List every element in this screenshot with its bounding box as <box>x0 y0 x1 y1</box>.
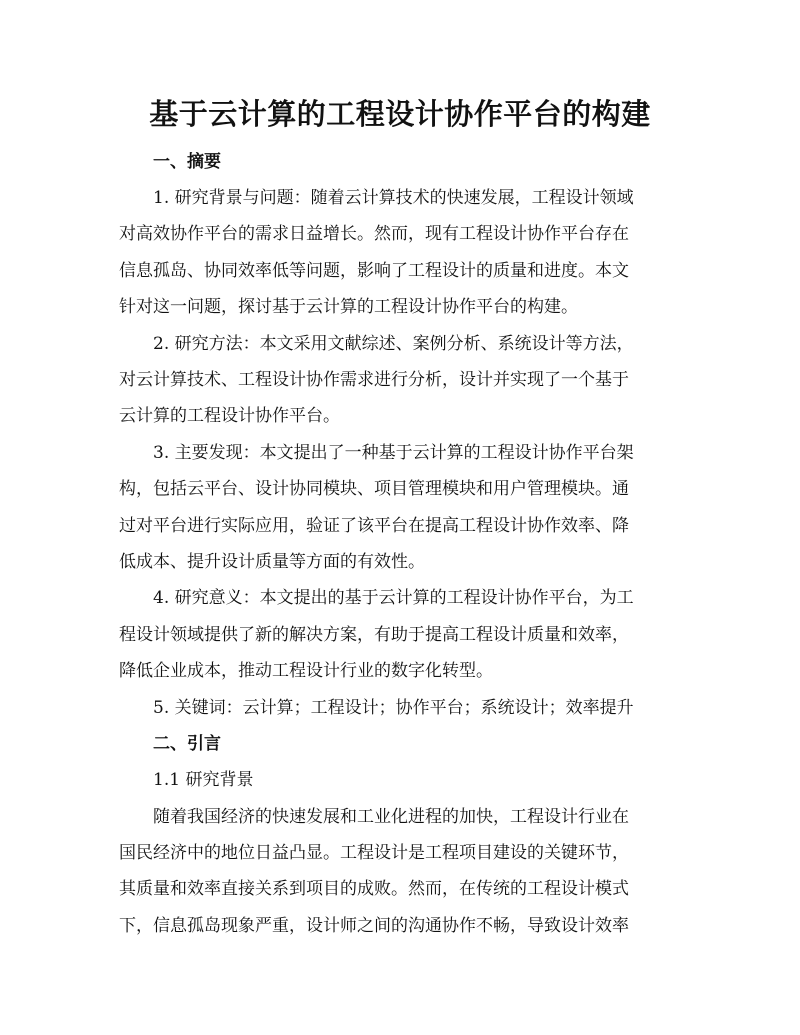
text-line: 低成本、提升设计质量等方面的有效性。 <box>119 552 425 573</box>
text-line: 其质量和效率直接关系到项目的成败。然而，在传统的工程设计模式 <box>119 879 629 900</box>
abstract-paragraph-4 <box>119 580 681 689</box>
section-heading-abstract: 一、摘要 <box>153 152 221 172</box>
section-heading-introduction: 二、引言 <box>153 734 221 755</box>
abstract-paragraph-1 <box>119 180 681 326</box>
text-line: 1. 研究背景与问题：随着云计算技术的快速发展，工程设计领域 <box>153 188 634 208</box>
text-line: 5. 关键词：云计算；工程设计；协作平台；系统设计；效率提升 <box>153 697 634 718</box>
text-line: 过对平台进行实际应用，验证了该平台在提高工程设计协作效率、降 <box>119 515 629 536</box>
text-line: 4. 研究意义：本文提出的基于云计算的工程设计协作平台，为工 <box>153 588 634 609</box>
text-line: 下，信息孤岛现象严重，设计师之间的沟通协作不畅，导致设计效率 <box>119 915 629 936</box>
text-line: 国民经济中的地位日益凸显。工程设计是工程项目建设的关键环节， <box>119 842 629 863</box>
text-line: 对高效协作平台的需求日益增长。然而，现有工程设计协作平台存在 <box>119 224 629 245</box>
text-line: 程设计领域提供了新的解决方案，有助于提高工程设计质量和效率， <box>119 624 629 645</box>
text-line: 降低企业成本，推动工程设计行业的数字化转型。 <box>119 661 493 682</box>
abstract-paragraph-2 <box>119 326 681 435</box>
text-line: 2. 研究方法：本文采用文献综述、案例分析、系统设计等方法， <box>153 333 634 354</box>
document-title: 基于云计算的工程设计协作平台的构建 <box>149 97 651 131</box>
text-line: 针对这一问题，探讨基于云计算的工程设计协作平台的构建。 <box>119 297 578 318</box>
abstract-paragraph-5 <box>119 690 681 726</box>
text-line: 构，包括云平台、设计协同模块、项目管理模块和用户管理模块。通 <box>119 479 629 500</box>
text-line: 随着我国经济的快速发展和工业化进程的加快，工程设计行业在 <box>153 806 629 827</box>
text-line: 对云计算技术、工程设计协作需求进行分析，设计并实现了一个基于 <box>119 370 629 391</box>
introduction-paragraph-1 <box>119 799 681 945</box>
text-line: 3. 主要发现：本文提出了一种基于云计算的工程设计协作平台架 <box>153 442 634 463</box>
text-line: 信息孤岛、协同效率低等问题，影响了工程设计的质量和进度。本文 <box>119 260 629 281</box>
subsection-heading-background: 1.1 研究背景 <box>153 770 254 791</box>
document-body <box>119 144 681 944</box>
abstract-paragraph-3 <box>119 435 681 581</box>
text-line: 云计算的工程设计协作平台。 <box>119 406 340 427</box>
